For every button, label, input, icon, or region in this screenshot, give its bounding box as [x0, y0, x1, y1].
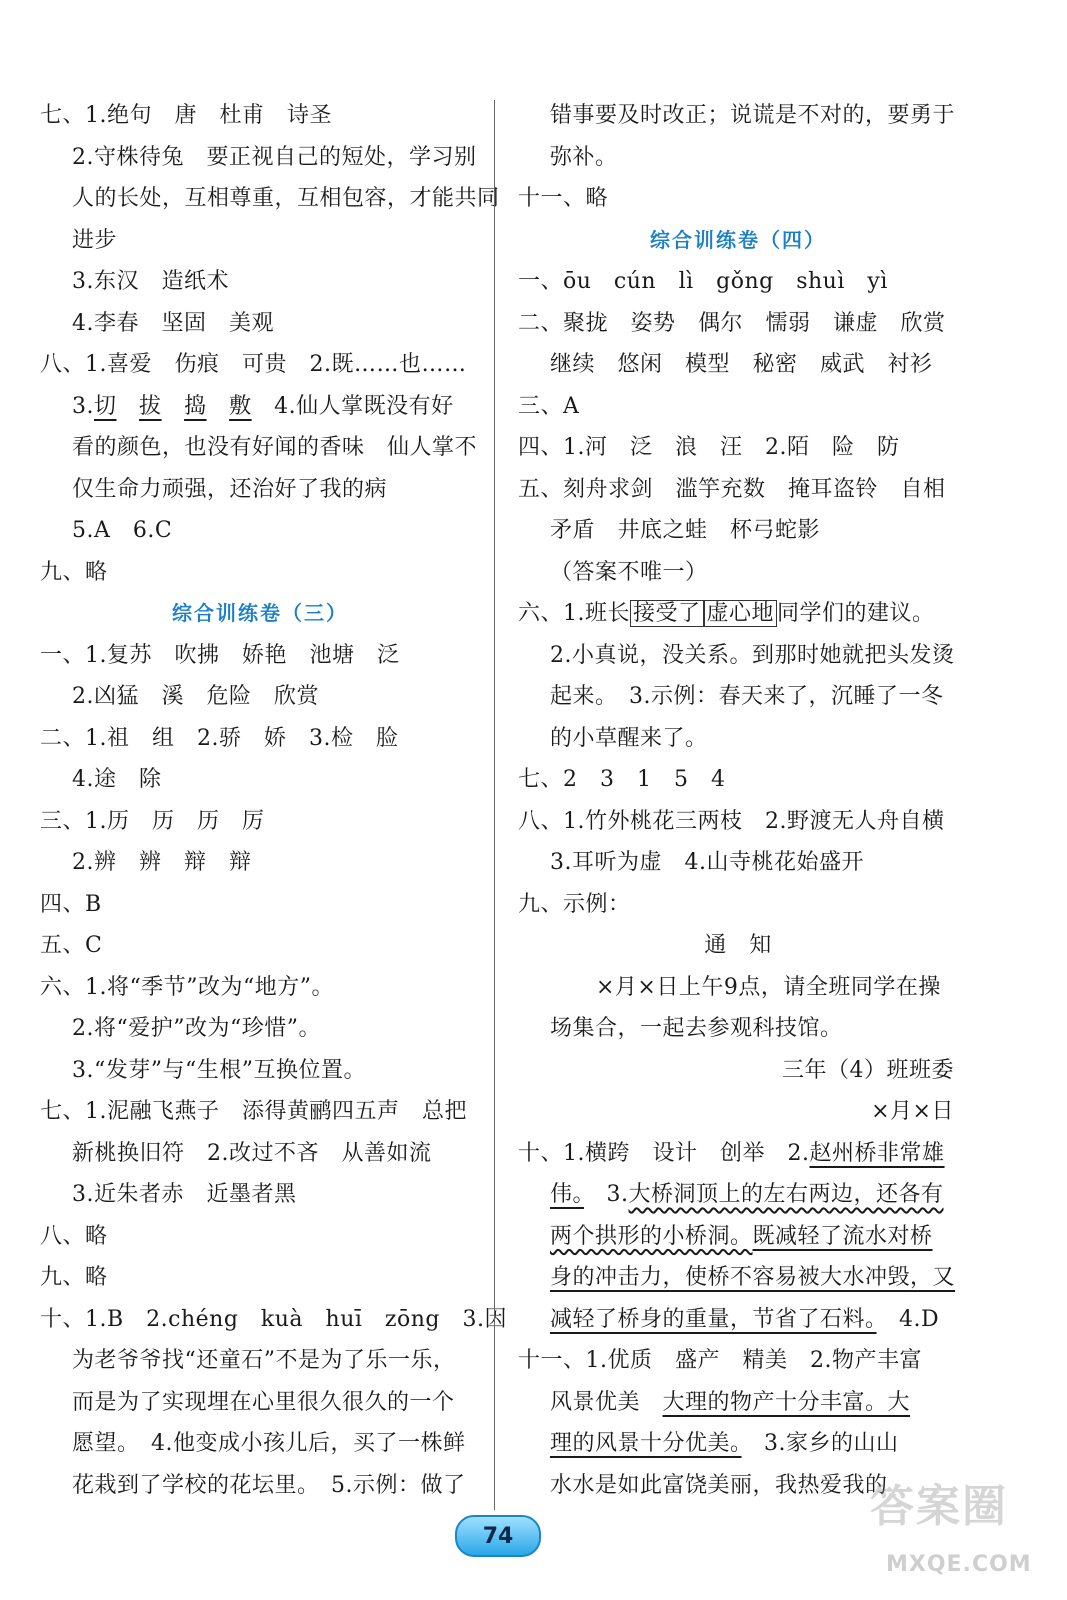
answer-line: 人的长处，互相尊重，互相包容，才能共同: [72, 186, 500, 211]
answer-text: 4.D: [876, 1306, 940, 1332]
answer-line: 五、C: [40, 933, 103, 958]
underlined-sentence: 身的冲击力，使桥不容易被大水冲毁，又: [550, 1265, 956, 1290]
answer-line: 的小草醒来了。: [550, 725, 708, 751]
underlined-word: 敷: [229, 393, 252, 419]
answer-line: 九、略: [40, 559, 108, 585]
left-column: [40, 95, 507, 1506]
answer-line: 2.将“爱护”改为“珍惜”。: [72, 1016, 321, 1041]
boxed-word: 虚心地: [704, 600, 778, 627]
answer-line: 进步: [72, 227, 118, 253]
answer-line: 花栽到了学校的花坛里。 5.示例：做了: [72, 1472, 466, 1498]
underlined-sentence: 理的风景十分优美。: [550, 1431, 742, 1456]
answer-line: [518, 1299, 958, 1341]
underlined-word: 捣: [184, 393, 207, 419]
answer-line: [518, 1133, 958, 1175]
answer-line: 新桃换旧符 2.改过不吝 从善如流: [72, 1140, 432, 1166]
answer-line: 四、B: [40, 891, 102, 917]
answer-line: 5.A 6.C: [72, 518, 173, 543]
answer-line: 仅生命力顽强，还治好了我的病: [72, 476, 388, 502]
answer-line: 八、略: [40, 1223, 108, 1249]
answer-line: 而是为了实现埋在心里很久很久的一个: [72, 1389, 455, 1415]
notice-signature: 三年（4）班班委: [782, 1057, 954, 1083]
answer-text: 3.: [72, 393, 94, 419]
answer-text: 3.家乡的山山: [741, 1431, 899, 1456]
right-column: [518, 95, 958, 1506]
answer-line: 十、1.B 2.chéng kuà huī zōng 3.因: [40, 1306, 507, 1332]
section-title: 综合训练卷（三）: [172, 601, 348, 625]
answer-line: 2.凶猛 溪 危险 欣赏: [72, 684, 319, 709]
answer-line: 错事要及时改正；说谎是不对的，要勇于: [550, 103, 956, 128]
answer-line: 二、聚拢 姿势 偶尔 懦弱 谦虚 欣赏: [518, 310, 946, 336]
answer-line: 4.途 除: [72, 767, 162, 792]
watermark-url: MXQE.COM: [886, 1552, 1032, 1577]
answer-line: [518, 1382, 958, 1424]
underlined-sentence: 大理的物产十分丰富。: [662, 1389, 888, 1415]
answer-line: 九、示例：: [518, 891, 631, 917]
underlined-sentence: 伟。: [550, 1182, 585, 1207]
answer-line: [518, 1216, 958, 1258]
answer-line: 一、ōu cún lì gǒng shuì yì: [518, 269, 888, 294]
answer-text: 六、1.班长: [518, 601, 630, 626]
page-number-badge: [455, 1515, 541, 1557]
underlined-word: 拔: [139, 393, 162, 419]
notice-date: ×月×日: [871, 1099, 954, 1124]
page-number: 74: [482, 1523, 514, 1549]
boxed-word: 接受了: [630, 600, 704, 627]
watermark: [870, 1470, 1060, 1590]
answer-line: 三、1.历 历 历 厉: [40, 808, 265, 834]
wavy-underlined-sentence: 两个拱形的小桥洞。: [550, 1223, 753, 1249]
answer-line: 七、1.泥融飞燕子 添得黄鹂四五声 总把: [40, 1099, 467, 1124]
answer-line: 愿望。 4.他变成小孩儿后，买了一株鲜: [72, 1431, 466, 1456]
wavy-underlined-sentence: 大桥洞顶上的左右两边，还各有: [628, 1182, 944, 1207]
answer-line: 矛盾 井底之蛙 杯弓蛇影: [550, 518, 821, 543]
underlined-sentence: 减轻了桥身的重量，节省了石料。: [550, 1306, 877, 1332]
answer-line: [518, 1423, 958, 1465]
column-divider: [494, 100, 495, 1510]
answer-line: 十一、略: [518, 186, 609, 211]
answer-line: 3.耳听为虚 4.山寺桃花始盛开: [550, 850, 864, 875]
answer-line: 为老爷爷找“还童石”不是为了乐一乐，: [72, 1348, 456, 1373]
answer-line: 七、2 3 1 5 4: [518, 767, 726, 792]
answer-line: 2.守株待兔 要正视自己的短处，学习别: [72, 144, 477, 170]
notice-title: 通 知: [704, 933, 772, 958]
answer-line: 九、略: [40, 1265, 108, 1290]
answer-line: 4.李春 坚固 美观: [72, 310, 274, 336]
answer-line: 继续 悠闲 模型 秘密 威武 衬衫: [550, 352, 933, 377]
answer-line: 3.“发芽”与“生根”互换位置。: [72, 1057, 366, 1083]
answer-line: [518, 1257, 958, 1299]
answer-text: 风景优美: [550, 1389, 663, 1415]
answer-line: 3.近朱者赤 近墨者黑: [72, 1182, 297, 1207]
answer-line: 五、刻舟求剑 滥竽充数 掩耳盗铃 自相: [518, 476, 946, 502]
answer-line: 一、1.复苏 吹拂 娇艳 池塘 泛: [40, 642, 400, 668]
section-title: 综合训练卷（四）: [650, 227, 826, 252]
underlined-sentence: 大: [887, 1389, 911, 1415]
notice-body: ×月×日上午9点，请全班同学在操: [596, 974, 941, 1000]
answer-line: 八、1.喜爱 伤痕 可贵 2.既……也……: [40, 352, 467, 377]
answer-line: 二、1.祖 组 2.骄 娇 3.检 脸: [40, 725, 399, 751]
answer-text: 十、1.横跨 设计 创举 2.: [518, 1140, 810, 1166]
answer-line: [40, 386, 480, 428]
answer-line: （答案不唯一）: [550, 559, 708, 585]
answer-line: 看的颜色，也没有好闻的香味 仙人掌不: [72, 435, 478, 460]
answer-line: 3.东汉 造纸术: [72, 269, 229, 294]
underlined-sentence: 既减轻了流水对桥: [752, 1223, 933, 1249]
answer-line: 十一、1.优质 盛产 精美 2.物产丰富: [518, 1348, 922, 1373]
notice-body: 场集合，一起去参观科技馆。: [550, 1016, 843, 1041]
underlined-word: 切: [94, 393, 117, 419]
answer-line: 八、1.竹外桃花三两枝 2.野渡无人舟自横: [518, 808, 945, 834]
watermark-logo: 答案圈: [870, 1481, 1008, 1532]
answer-line: [518, 1174, 958, 1216]
answer-text: 3.: [584, 1182, 629, 1207]
answer-line: 弥补。: [550, 144, 618, 170]
answer-line: 水水是如此富饶美丽，我热爱我的: [550, 1472, 888, 1498]
answer-text: 4.仙人掌既没有好: [251, 393, 454, 419]
underlined-sentence: 赵州桥非常雄: [809, 1140, 945, 1166]
answer-line: 2.小真说，没关系。到那时她就把头发烫: [550, 642, 955, 668]
answer-line: [518, 593, 958, 635]
answer-line: 2.辨 辨 辩 辩: [72, 850, 252, 875]
answer-line: 三、A: [518, 393, 580, 419]
answer-line: 四、1.河 泛 浪 汪 2.陌 险 防: [518, 435, 900, 460]
answer-line: 七、1.绝句 唐 杜甫 诗圣: [40, 103, 332, 128]
answer-line: 起来。 3.示例：春天来了，沉睡了一冬: [550, 684, 944, 709]
answer-line: 六、1.将“季节”改为“地方”。: [40, 974, 334, 1000]
answer-text: 同学们的建议。: [777, 601, 935, 626]
